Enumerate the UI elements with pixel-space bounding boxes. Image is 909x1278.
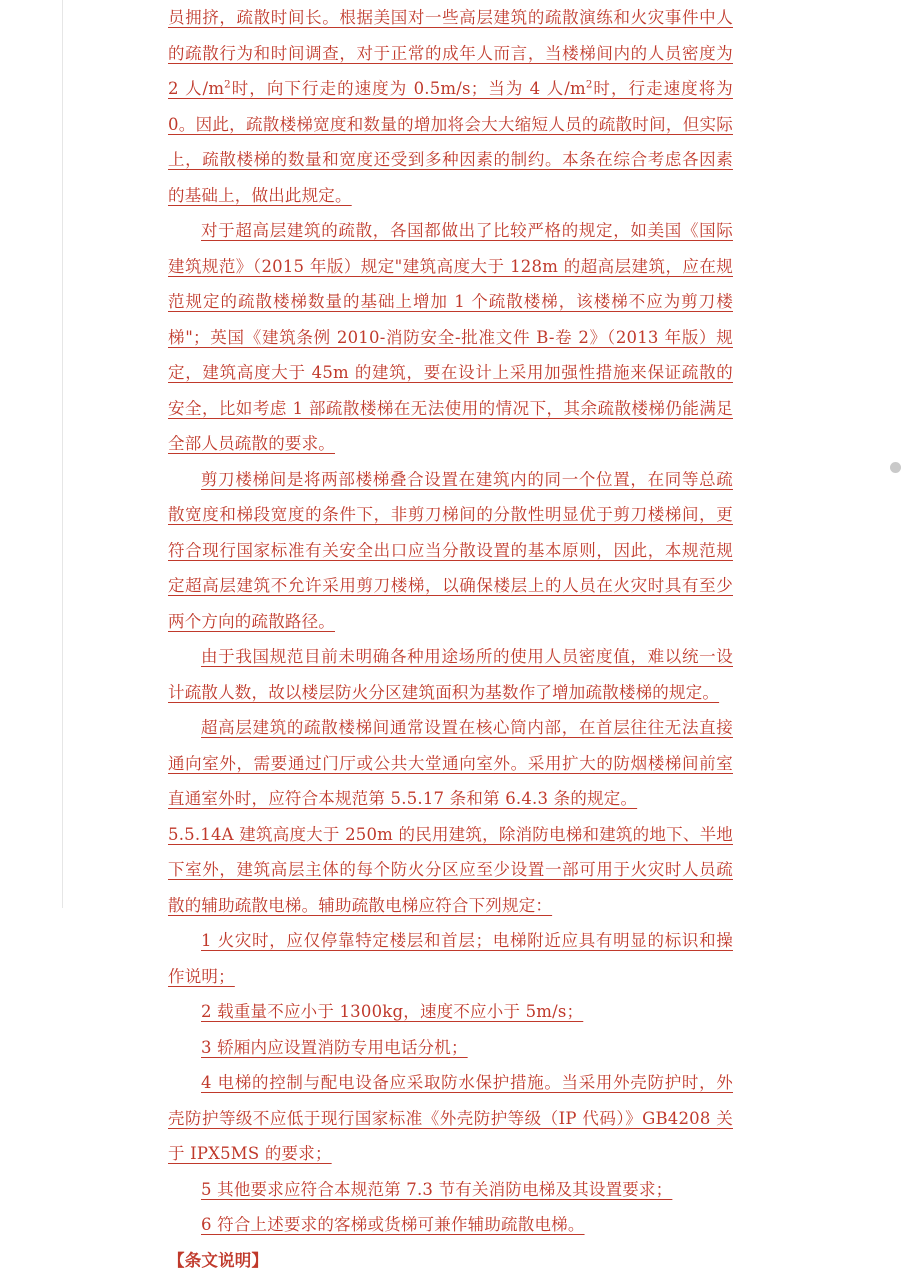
page-left-gutter: [0, 0, 63, 908]
clause-5-5-14A: 5.5.14A 建筑高度大于 250m 的民用建筑，除消防电梯和建筑的地下、半地下室外，建筑高层主体的每个防火分区应至少设置一部可用于火灾时人员疏散的辅助疏散电梯。辅助疏散电梯应符合下列规定：: [168, 817, 733, 924]
clause-item-6: 6 符合上述要求的客梯或货梯可兼作辅助疏散电梯。: [168, 1207, 733, 1243]
clause-item-5: 5 其他要求应符合本规范第 7.3 节有关消防电梯及其设置要求；: [168, 1172, 733, 1208]
document-text-column: [168, 0, 733, 1278]
section-heading-explanation: 【条文说明】: [168, 1243, 733, 1278]
paragraph-p1: 员拥挤，疏散时间长。根据美国对一些高层建筑的疏散演练和火灾事件中人的疏散行为和时间调查，对于正常的成年人而言，当楼梯间内的人员密度为 2 人$/m^2$时，向下行走的速度为 0.5m/s；当为 4 人$/m^2$时，行走速度将为 0。因此，疏散楼梯宽度和数量的增加将会大大缩短人员的疏散时间，但实际上，疏散楼梯的数量和宽度还受到多种因素的制约。本条在综合考虑各因素的基础上，做出此规定。: [168, 0, 733, 213]
document-body: [63, 0, 749, 908]
paragraph-p4: 由于我国规范目前未明确各种用途场所的使用人员密度值，难以统一设计疏散人数，故以楼层防火分区建筑面积为基数作了增加疏散楼梯的规定。: [168, 639, 733, 710]
paragraph-p2: 对于超高层建筑的疏散，各国都做出了比较严格的规定，如美国《国际建筑规范》（2015 年版）规定"建筑高度大于 128m 的超高层建筑，应在规范规定的疏散楼梯数量的基础上增加 1 个疏散楼梯，该楼梯不应为剪刀楼梯"；英国《建筑条例 2010-消防安全-批准文件 B-卷 2》（2013 年版）规定，建筑高度大于 45m 的建筑，要在设计上采用加强性措施来保证疏散的安全，比如考虑 1 部疏散楼梯在无法使用的情况下，其余疏散楼梯仍能满足全部人员疏散的要求。: [168, 213, 733, 462]
page-right-gutter: [749, 0, 909, 908]
clause-item-2: 2 载重量不应小于 1300kg，速度不应小于 5m/s；: [168, 994, 733, 1030]
scrollbar-thumb[interactable]: [890, 462, 901, 473]
clause-item-3: 3 轿厢内应设置消防专用电话分机；: [168, 1030, 733, 1066]
clause-item-1: 1 火灾时，应仅停靠特定楼层和首层；电梯附近应具有明显的标识和操作说明；: [168, 923, 733, 994]
clause-item-4: 4 电梯的控制与配电设备应采取防水保护措施。当采用外壳防护时，外壳防护等级不应低于现行国家标准《外壳防护等级（IP 代码）》GB4208 关于 IPX5MS 的要求；: [168, 1065, 733, 1172]
paragraph-p5: 超高层建筑的疏散楼梯间通常设置在核心筒内部，在首层往往无法直接通向室外，需要通过门厅或公共大堂通向室外。采用扩大的防烟楼梯间前室直通室外时，应符合本规范第 5.5.17 条和第 6.4.3 条的规定。: [168, 710, 733, 817]
paragraph-p3: 剪刀楼梯间是将两部楼梯叠合设置在建筑内的同一个位置，在同等总疏散宽度和梯段宽度的条件下，非剪刀梯间的分散性明显优于剪刀楼梯间，更符合现行国家标准有关安全出口应当分散设置的基本原则，因此，本规范规定超高层建筑不允许采用剪刀楼梯，以确保楼层上的人员在火灾时具有至少两个方向的疏散路径。: [168, 462, 733, 640]
